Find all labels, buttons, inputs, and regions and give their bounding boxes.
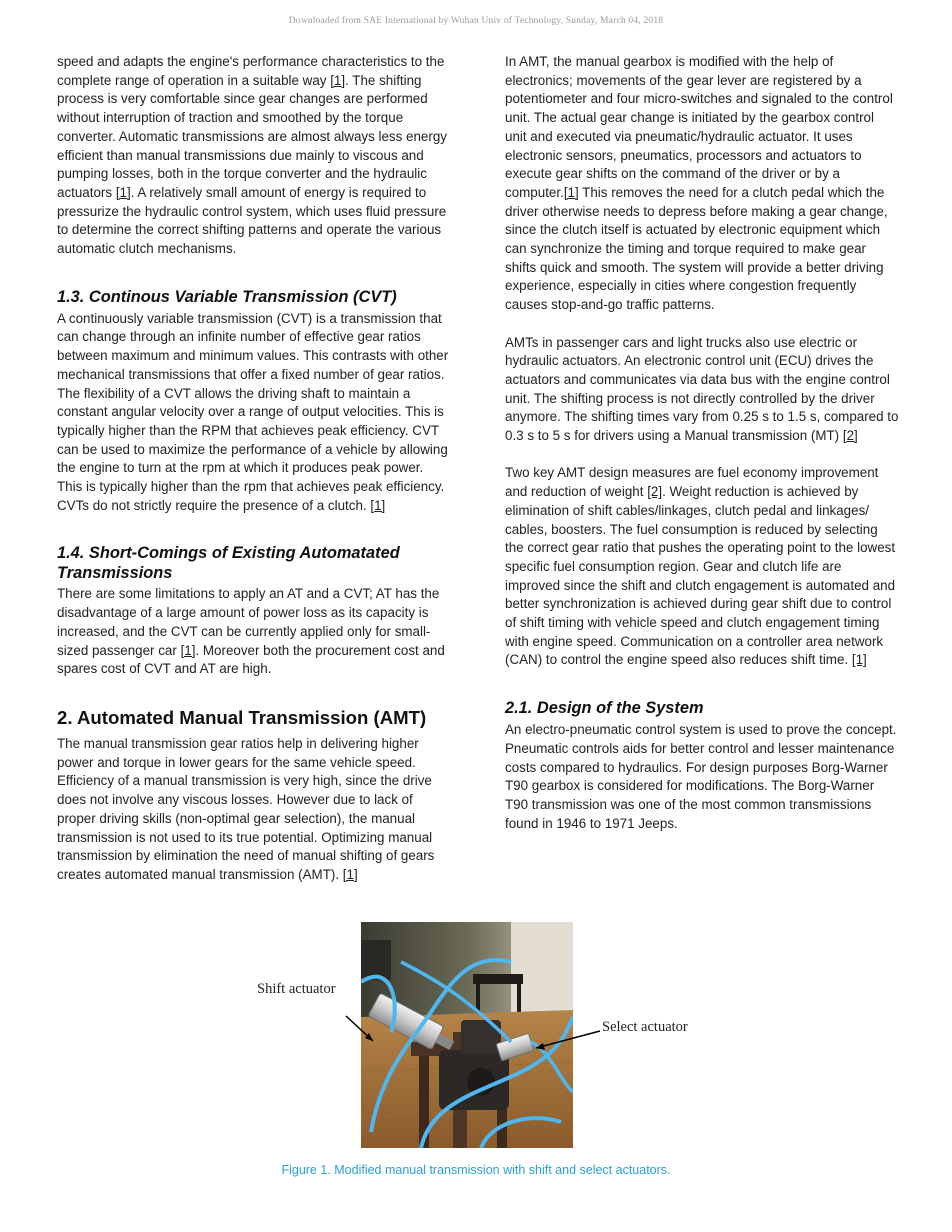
citation-link[interactable]: [1] bbox=[330, 72, 346, 88]
section-heading-design: 2.1. Design of the System bbox=[505, 699, 704, 718]
paragraph-amt-intro: The manual transmission gear ratios help in delivering higher power and torque in lower gears for the same vehicle speed. Efficiency of a manual transmission is very high, since the drive does not involve any viscous losses. However due to lack of proper driving skills (non-optimal gear selection), the manual transmission is not used to its true potential. Optimizing manual transmission by elimination the need of manual shifting of gears creates automated manual transmission (AMT). [1] bbox=[57, 735, 435, 882]
paragraph-shortcomings: There are some limitations to apply an AT and a CVT; AT has the disadvantage of a large amount of power loss as its capacity is increased, and the CVT can be currently applied only for small-sized passenger car [1]. Moreover both the procurement cost and spares cost of CVT and AT are high. bbox=[57, 586, 445, 677]
citation-link[interactable]: [1] bbox=[342, 866, 358, 882]
paragraph-amt-electronics: In AMT, the manual gearbox is modified with the help of electronics; movements of the gear lever are registered by a potentiometer and four micro-switches and signaled to the control unit. The actual gear change is initiated by the gearbox control unit and executed via pneumatic/hydraulic actuator. It uses electronic sensors, pneumatics, processors and actuators to execute gear shifts on the command of the driver or by a computer.[1] This removes the need for a clutch pedal which the driver otherwise needs to depress before making a gear change, since the clutch itself is actuated by electronic equipment which can synchronize the timing and torque required to make gear shifts quick and smooth. The system will provide a better driving experience, especially in cities where congestion frequently causes stop-and-go traffic patterns. bbox=[505, 54, 893, 313]
paragraph-cvt: A continuously variable transmission (CVT) is a transmission that can change through an infinite number of effective gear ratios between maximum and minimum values. This contrasts with other mechanical transmissions that offer a fixed number of gear ratios. The flexibility of a CVT allows the driving shaft to maintain a constant angular velocity over a range of output velocities. This is typically higher than the RPM that achieves peak efficiency. CVT can be used to maximize the performance of a vehicle by allowing the engine to turn at the rpm at which it produces peak power. This is typically higher than the rpm that achieves peak efficiency. CVTs do not strictly require the presence of a clutch. [1] bbox=[57, 310, 449, 513]
figure-1 bbox=[0, 920, 952, 1180]
citation-link[interactable]: [2] bbox=[842, 428, 858, 444]
figure-caption: Figure 1. Modified manual transmission with shift and select actuators. bbox=[281, 1163, 671, 1177]
citation-link[interactable]: [1] bbox=[115, 184, 131, 200]
paragraph-amt-design-measures: Two key AMT design measures are fuel economy improvement and reduction of weight [2]. Weight reduction is achieved by elimination of shift cables/linkages, clutch pedal and linkages/ cables, boosters. The fuel consumption is reduced by selecting the correct gear ratio that pushes the operating point to the lowest specific fuel consumption region. Gear and clutch life are improved since the shift and clutch engagement is automated and better synchronization is achieved during gear shift due to control of shift timing with vehicle speed and clutch engagement timing with engine speed. Communication on a controller area network (CAN) to control the engine speed also reduces shift time. [1] bbox=[505, 465, 896, 668]
citation-link[interactable]: [1] bbox=[370, 497, 386, 513]
arrowhead-select bbox=[536, 1043, 545, 1050]
section-heading-amt: 2. Automated Manual Transmission (AMT) bbox=[57, 706, 427, 728]
citation-link[interactable]: [2] bbox=[647, 484, 663, 500]
paragraph-at-efficiency: speed and adapts the engine's performance characteristics to the complete range of operation in a suitable way [1]. The shifting process is very comfortable since gear changes are performed without interruption of traction and smoothed by the torque converter. Automatic transmissions are almost always less energy efficient than manual transmissions due mainly to viscous and pumping losses, both in the torque converter and the hydraulic actuators [1]. A relatively small amount of energy is required to pressurize the hydraulic control system, which uses fluid pressure to determine the correct shifting patterns and operate the various automatic clutch mechanisms. bbox=[57, 54, 447, 257]
left-column bbox=[57, 53, 451, 885]
citation-link[interactable]: [1] bbox=[563, 184, 579, 200]
label-select-actuator: Select actuator bbox=[602, 1019, 688, 1035]
section-heading-shortcomings: 1.4. Short-Comings of Existing Automatated Transmissions bbox=[57, 544, 400, 583]
citation-link[interactable]: [1] bbox=[851, 652, 867, 668]
citation-link[interactable]: [1] bbox=[180, 642, 196, 658]
leader-line-select bbox=[536, 1031, 600, 1048]
download-notice: Downloaded from SAE International by Wuhan Univ of Technology, Sunday, March 04, 2018 bbox=[288, 16, 664, 26]
label-shift-actuator: Shift actuator bbox=[257, 981, 336, 997]
paragraph-design: An electro-pneumatic control system is used to prove the concept. Pneumatic controls aids for better control and lesser maintenance costs compared to hydraulics. For design purposes Borg-Warner T90 gearbox is considered for modifications. The Borg-Warner T90 transmission was one of the most common transmissions found in 1946 to 1971 Jeeps. bbox=[505, 722, 897, 831]
right-column bbox=[505, 53, 899, 833]
leader-lines bbox=[0, 920, 952, 1160]
section-heading-cvt: 1.3. Continous Variable Transmission (CVT) bbox=[57, 287, 397, 306]
paragraph-amt-actuators: AMTs in passenger cars and light trucks also use electric or hydraulic actuators. An electronic control unit (ECU) drives the actuators and communicates via data bus with the engine control unit. The shifting process is not directly controlled by the driver anymore. The shifting times vary from 0.25 s to 1.5 s, compared to 0.3 s to 5 s for drivers using a Manual transmission (MT) [2] bbox=[505, 334, 899, 444]
